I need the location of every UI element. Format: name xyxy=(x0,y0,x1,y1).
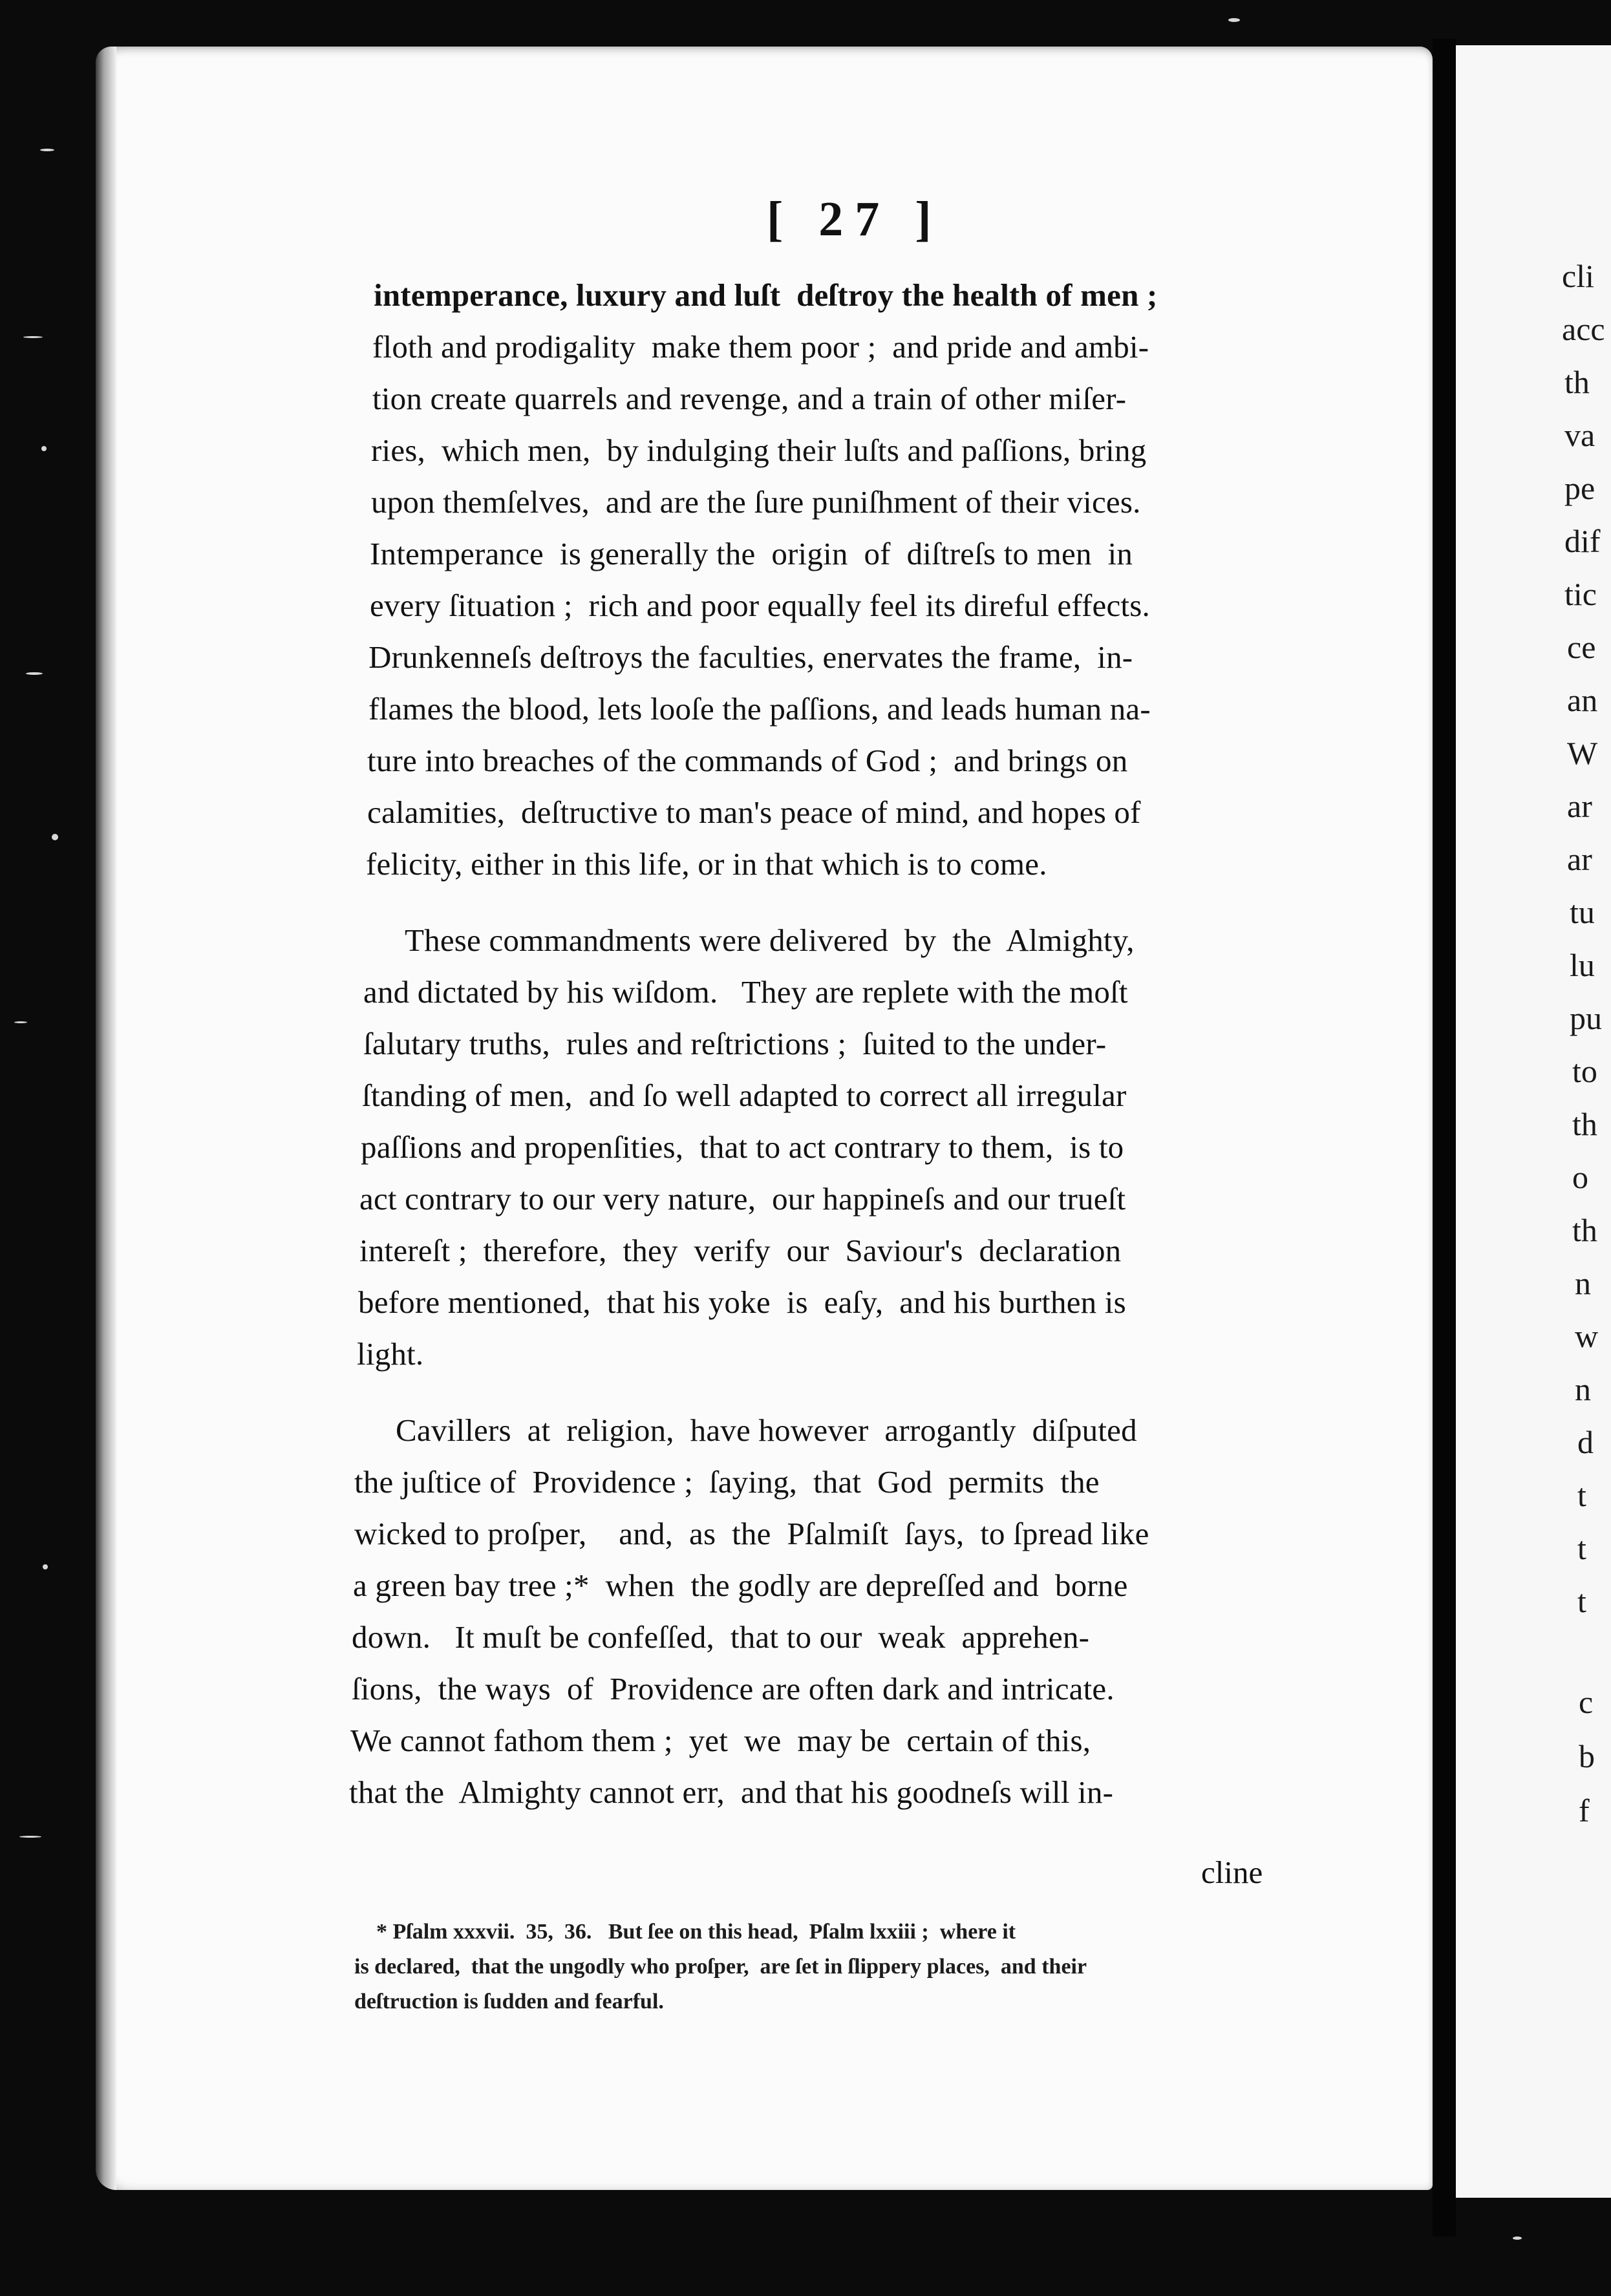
text-line: floth and prodigality make them poor ; and pride and ambi- xyxy=(372,329,1149,365)
adjacent-line-fragment: f xyxy=(1579,1792,1590,1829)
adjacent-line-fragment: an xyxy=(1567,682,1598,718)
adjacent-line-fragment: n xyxy=(1575,1371,1591,1407)
text-line: and dictated by his wiſdom. They are replete with the moſt xyxy=(363,974,1128,1010)
text-line: light. xyxy=(357,1336,424,1372)
adjacent-line-fragment: pu xyxy=(1570,1000,1602,1036)
scan-speck xyxy=(40,149,54,151)
adjacent-line-fragment: tu xyxy=(1570,894,1595,930)
adjacent-line-fragment: w xyxy=(1575,1318,1599,1354)
adjacent-line-fragment: acc xyxy=(1562,311,1605,347)
adjacent-line-fragment: o xyxy=(1572,1159,1588,1195)
text-line: upon themſelves, and are the ſure puniſhment of their vices. xyxy=(371,484,1141,520)
text-line: every ſituation ; rich and poor equally feel its direful effects. xyxy=(370,588,1150,623)
adjacent-line-fragment: tic xyxy=(1564,576,1597,612)
text-line: ture into breaches of the commands of God ; and brings on xyxy=(367,743,1128,778)
text-line: intereſt ; therefore, they verify our Saviour's declaration xyxy=(359,1233,1122,1268)
text-line: calamities, deſtructive to man's peace of mind, and hopes of xyxy=(367,794,1141,830)
adjacent-line-fragment: t xyxy=(1577,1530,1586,1566)
scan-speck xyxy=(41,446,47,451)
adjacent-line-fragment: cli xyxy=(1562,258,1594,294)
scan-speck xyxy=(43,1564,48,1569)
adjacent-line-fragment: th xyxy=(1572,1212,1597,1248)
text-line: felicity, either in this life, or in that which is to come. xyxy=(366,846,1047,882)
adjacent-line-fragment: c xyxy=(1579,1684,1594,1720)
text-line: We cannot fathom them ; yet we may be certain of this, xyxy=(350,1723,1091,1758)
text-line: that the Almighty cannot err, and that his goodneſs will in- xyxy=(349,1774,1114,1810)
text-line: Intemperance is generally the origin of diſtreſs to men in xyxy=(370,536,1133,571)
scan-speck xyxy=(52,834,58,840)
adjacent-page xyxy=(1456,45,1611,2198)
adjacent-line-fragment: th xyxy=(1572,1106,1597,1142)
adjacent-line-fragment: va xyxy=(1564,417,1595,453)
adjacent-line-fragment: ar xyxy=(1567,841,1592,877)
adjacent-line-fragment: W xyxy=(1567,735,1598,771)
text-line: Cavillers at religion, have however arrogantly diſputed xyxy=(396,1412,1137,1448)
text-line: ſtanding of men, and ſo well adapted to correct all irregular xyxy=(362,1078,1127,1113)
page-gutter xyxy=(1433,39,1456,2237)
text-line: down. It muſt be confeſſed, that to our weak apprehen- xyxy=(352,1619,1090,1655)
adjacent-line-fragment: ar xyxy=(1567,788,1592,824)
text-line: tion create quarrels and revenge, and a train of other miſer- xyxy=(372,381,1127,416)
text-line: before mentioned, that his yoke is eaſy, and his burthen is xyxy=(358,1284,1126,1320)
text-line: ſalutary truths, rules and reſtrictions ; ſuited to the under- xyxy=(363,1026,1107,1061)
footnote-line: deſtruction is ſudden and fearful. xyxy=(354,1990,664,2014)
text-line: intemperance, luxury and luſt deſtroy the health of men ; xyxy=(374,277,1158,313)
adjacent-line-fragment: n xyxy=(1575,1265,1591,1301)
catchword: cline xyxy=(1201,1855,1263,1890)
adjacent-line-fragment: b xyxy=(1579,1738,1595,1774)
adjacent-line-fragment: dif xyxy=(1564,523,1601,559)
adjacent-line-fragment: t xyxy=(1577,1583,1586,1619)
text-line: a green bay tree ;* when the godly are depreſſed and borne xyxy=(353,1568,1128,1603)
footnote-line: is declared, that the ungodly who proſper, are ſet in ſlippery places, and their xyxy=(354,1955,1087,1979)
scan-speck xyxy=(26,672,43,675)
text-line: act contrary to our very nature, our happineſs and our trueſt xyxy=(359,1181,1126,1217)
text-line: Drunkenneſs deſtroys the faculties, enervates the frame, in- xyxy=(368,639,1133,675)
adjacent-line-fragment: lu xyxy=(1570,947,1595,983)
scan-speck xyxy=(23,336,43,338)
text-line: ſions, the ways of Providence are often dark and intricate. xyxy=(352,1671,1115,1706)
text-line: flames the blood, lets looſe the paſſions, and leads human na- xyxy=(368,691,1151,727)
footnote-line: * Pſalm xxxvii. 35, 36. But ſee on this head, Pſalm lxxiii ; where it xyxy=(376,1920,1016,1944)
page-number: [ 27 ] xyxy=(767,192,943,246)
text-line: wicked to proſper, and, as the Pſalmiſt ſays, to ſpread like xyxy=(354,1516,1149,1551)
text-line: These commandments were delivered by the Almighty, xyxy=(405,922,1135,958)
adjacent-line-fragment: th xyxy=(1564,364,1590,400)
scan-speck xyxy=(19,1836,41,1838)
text-line: ries, which men, by indulging their luſts and paſſions, bring xyxy=(371,432,1147,468)
scan-speck xyxy=(1228,18,1240,22)
adjacent-line-fragment: pe xyxy=(1564,470,1595,506)
adjacent-line-fragment: d xyxy=(1577,1424,1594,1460)
text-line: paſſions and propenſities, that to act contrary to them, is to xyxy=(361,1129,1124,1165)
scan-speck xyxy=(14,1021,27,1023)
scan-speck xyxy=(1513,2237,1522,2240)
adjacent-line-fragment: ce xyxy=(1567,629,1596,665)
adjacent-line-fragment: to xyxy=(1572,1053,1597,1089)
text-line: the juſtice of Providence ; ſaying, that God permits the xyxy=(354,1464,1100,1500)
adjacent-line-fragment: t xyxy=(1577,1477,1586,1513)
